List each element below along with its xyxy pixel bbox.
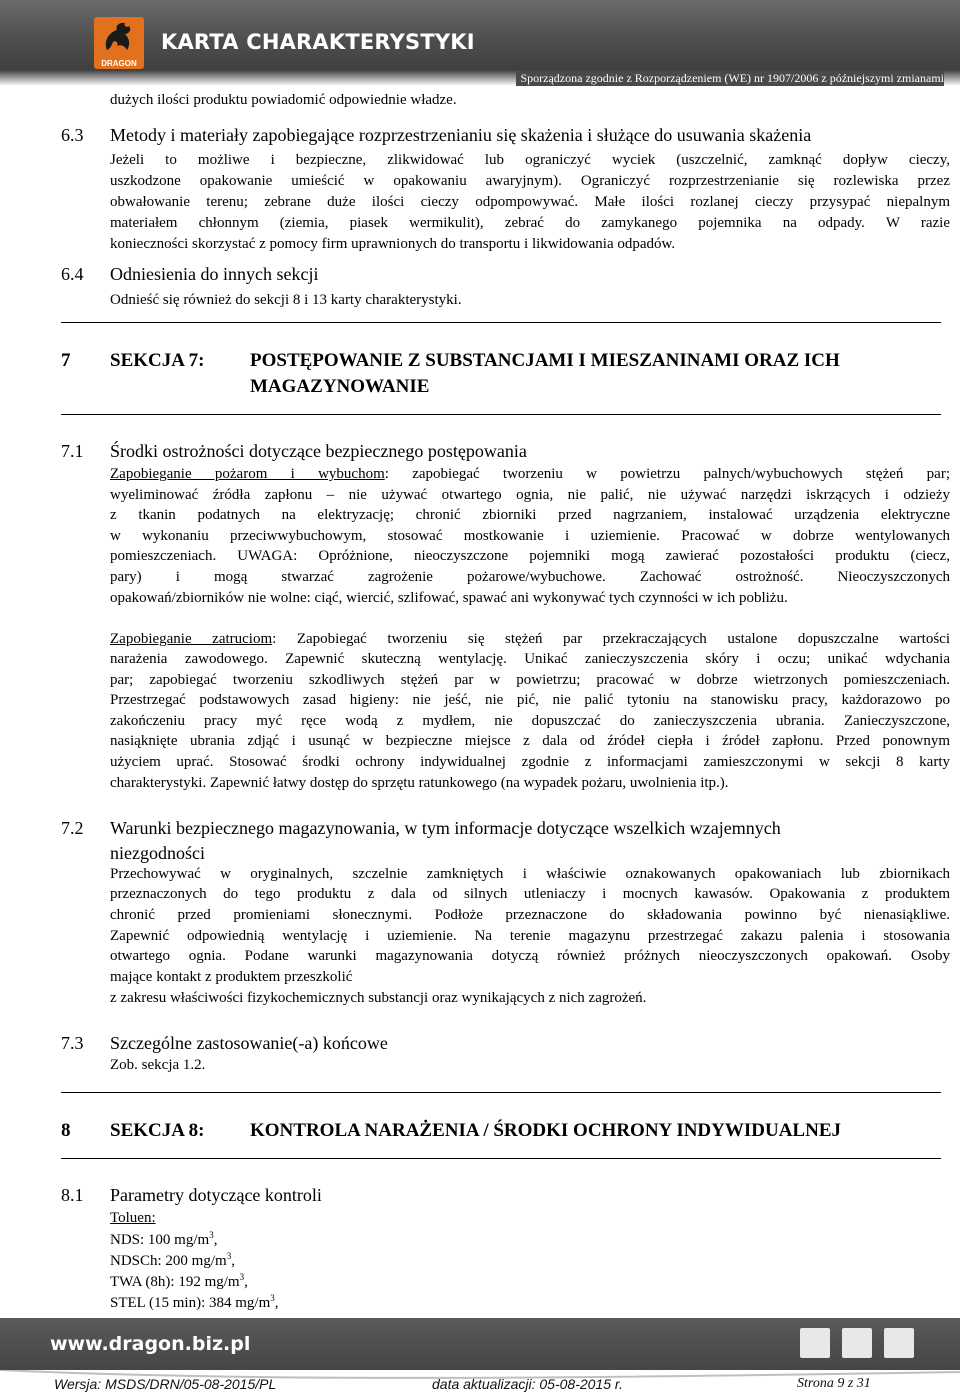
text-line: przeznaczonych do tego produktu z dala od silnych utleniaczy i mocnych kawasów. Opakowania z produktem [110,886,950,902]
text-line: Jeżeli to możliwe i bezpieczne, zlikwidować lub ograniczyć wyciek (uszczelnić, zamknąć dopływ cieczy, [110,152,950,168]
poisoning-prevention-label: Zapobieganie zatruciom [110,631,273,647]
param-label: TWA (8h): 192 mg/m [110,1274,240,1290]
text-line: uszkodzone opakowanie umieścić w opakowaniu awaryjnym). Ograniczyć rozprzestrzenianie się rozlewiska przez [110,173,950,189]
text-line: Przechowywać w oryginalnych, szczelnie zamkniętych i właściwie oznakowanych opakowaniach lub zbiornikach [110,866,950,882]
section-8-1-number: 8.1 [61,1185,84,1205]
section-7-1-title: Środki ostrożności dotyczące bezpiecznego postępowania [110,441,527,461]
section-7-2-number: 7.2 [61,818,84,838]
fire-prevention-text: : zapobiegać tworzeniu w powietrzu palnych/wybuchowych stężeń par; [384,466,950,482]
param-tail: , [274,1295,279,1311]
text-line: użyciem uprać. Stosować środki ochrony indywidualnej zgodnie z informacjami zamieszczonymi w sekcji 8 karty [110,754,950,770]
param-label: STEL (15 min): 384 mg/m [110,1295,271,1311]
text-line: otwartego ognia. Podane warunki magazynowania dotyczą również próżnych nieoczyszczonych opakowań. Osoby [110,948,950,964]
footer-update-date: data aktualizacji: 05-08-2015 r. [432,1376,623,1392]
substance-name: Toluen: [110,1210,156,1226]
section-8-number: 8 [61,1120,71,1141]
param-exponent: 3 [270,1293,275,1303]
text-line: pary) i mogą stwarzać zagrożenie pożarowe/wybuchowe. Zachować ostrożność. Nieoczyszczonych [110,569,950,585]
text-line: pomieszczeniach. UWAGA: Opróżnione, nieoczyszczone pojemniki mogą zawierać pozostałości produktu (ciecz, [110,548,950,564]
section-7-number: 7 [61,350,71,371]
text-line: mające kontakt z produktem przeszkolić [110,969,353,985]
section-7-2-title-cont: niezgodności [110,843,205,863]
text-line: Zapewnić odpowiednią wentylację i uziemienie. Na terenie magazynu przestrzegać zakazu palenia i stosowania [110,928,950,944]
param-label: NDSCh: 200 mg/m [110,1253,227,1269]
regulation-note: Sporządzona zgodnie z Rozporządzeniem (WE) nr 1907/2006 z późniejszymi zmianami [516,71,944,86]
poisoning-prevention-text: : Zapobiegać tworzeniu się stężeń par przekraczających ustalone dopuszczalne wartości [272,631,950,647]
text-line: z zakresu właściwości fizykochemicznych substancji oraz wynikających z nich zagrożeń. [110,990,647,1006]
section-7-3-number: 7.3 [61,1033,84,1053]
text-line: narażenia zawodowego. Zapewnić skuteczną wentylację. Unikać zanieczyszczenia skóry i oczu; unikać wdychania [110,651,950,667]
param-tail: , [244,1274,248,1290]
footer-page-number: Strona 9 z 31 [797,1376,871,1391]
footer-square-icon [884,1328,914,1358]
text-line: obwałowanie terenu; zebrane duże ilości cieczy odpompowywać. Małe ilości rozlanej cieczy przysypać niepalnym [110,194,950,210]
exposure-param [110,1293,279,1312]
param-exponent: 3 [226,1251,232,1261]
text-line [110,466,950,483]
text-line: konieczności skorzystać z pomocy firm uprawnionych do transportu i likwidowania odpadów. [110,236,676,252]
text-line: nasiąknięte ubrania zdjąć i usunąć w bezpieczne miejsce z dala od źródeł ciepła i źródeł zapłonu. Przed ponownym [110,733,950,749]
section-6-4-title: Odniesienia do innych sekcji [110,264,319,284]
document-title: KARTA CHARAKTERYSTYKI [161,30,475,54]
param-tail: , [213,1232,218,1248]
section-7-1-number: 7.1 [61,441,84,461]
text-line: z tkanin podatnych na elektryzację; chronić zbiorniki przed nagrzaniem, instalować urządzenia elektryczne [110,507,950,523]
section-divider [61,322,941,323]
text-line: chronić przed promieniami słonecznymi. Podłoże przeznaczone do składowania powinno być nienasiąkliwe. [110,907,950,923]
text-line: w wykonaniu przeciwwybuchowym, stosować mostkowanie i uziemienie. Pracować w dobrze wentylowanych [110,528,950,544]
section-8-label: SEKCJA 8: [110,1120,205,1141]
section-divider [61,1092,941,1093]
text-line: par; zapobiegać tworzeniu szkodliwych stężeń par w powietrzu; pracować w dobrze wietrzonych pomieszczeniach. [110,672,950,688]
param-tail: , [231,1253,235,1269]
section-7-title-cont: MAGAZYNOWANIE [250,376,430,397]
section-8-1-title: Parametry dotyczące kontroli [110,1185,322,1205]
text-line: Zob. sekcja 1.2. [110,1057,206,1073]
section-8-title: KONTROLA NARAŻENIA / ŚRODKI OCHRONY INDYWIDUALNEJ [250,1120,842,1141]
website-link[interactable]: www.dragon.biz.pl [50,1333,251,1355]
section-divider [61,414,941,415]
text-line: Przestrzegać podstawowych zasad higieny: nie jeść, nie pić, nie palić tytoniu na stanowisku pracy, każdorazowo po [110,692,950,708]
param-exponent: 3 [209,1230,214,1240]
footer-square-icon [800,1328,830,1358]
section-7-2-title: Warunki bezpiecznego magazynowania, w tym informacje dotyczące wszelkich wzajemnych [110,818,781,838]
section-7-label: SEKCJA 7: [110,350,205,371]
section-divider [61,1158,941,1159]
param-label: NDS: 100 mg/m [110,1232,210,1248]
section-6-3-title: Metody i materiały zapobiegające rozprzestrzenianiu się skażenia i służące do usuwania skażenia [110,125,812,145]
text-line: Odnieść się również do sekcji 8 i 13 karty charakterystyki. [110,292,462,308]
logo-text: DRAGON [101,59,137,68]
text-line: zakończeniu pracy myć ręce wodą z mydłem, nie dopuszczać do zanieczyszczenia ubrania. Zanieczyszczone, [110,713,950,729]
exposure-param [110,1230,217,1249]
text-line: charakterystyki. Zapewnić łatwy dostęp do sprzętu ratunkowego (na wypadek pożaru, uwolnienia itp.). [110,775,729,791]
footer-version: Wersja: MSDS/DRN/05-08-2015/PL [54,1376,277,1392]
text-line: wyeliminować źródła zapłonu – nie używać otwartego ognia, nie palić, nie używać narzędzi iskrzących i odzieży [110,487,950,503]
param-exponent: 3 [239,1272,245,1282]
section-6-4-number: 6.4 [61,264,84,284]
text-line: materiałem chłonnym (ziemia, piasek wermikulit), zebrać do zamykanego pojemnika na odpady. W razie [110,215,950,231]
text-line [110,631,950,648]
section-6-3-number: 6.3 [61,125,84,145]
section-7-title: POSTĘPOWANIE Z SUBSTANCJAMI I MIESZANINAMI ORAZ ICH [250,350,840,371]
exposure-param [110,1251,235,1270]
page-footer [0,1318,960,1398]
section-7-3-title: Szczególne zastosowanie(-a) końcowe [110,1033,388,1053]
footer-square-icon [842,1328,872,1358]
fire-prevention-label: Zapobieganie pożarom i wybuchom [110,466,385,482]
text-line: opakowań/zbiorników nie wolne: ciąć, wiercić, szlifować, spawać ani wykonywać tych czynności w ich pobliżu. [110,590,788,606]
exposure-param [110,1272,248,1291]
top-line: dużych ilości produktu powiadomić odpowiednie władze. [110,92,457,108]
